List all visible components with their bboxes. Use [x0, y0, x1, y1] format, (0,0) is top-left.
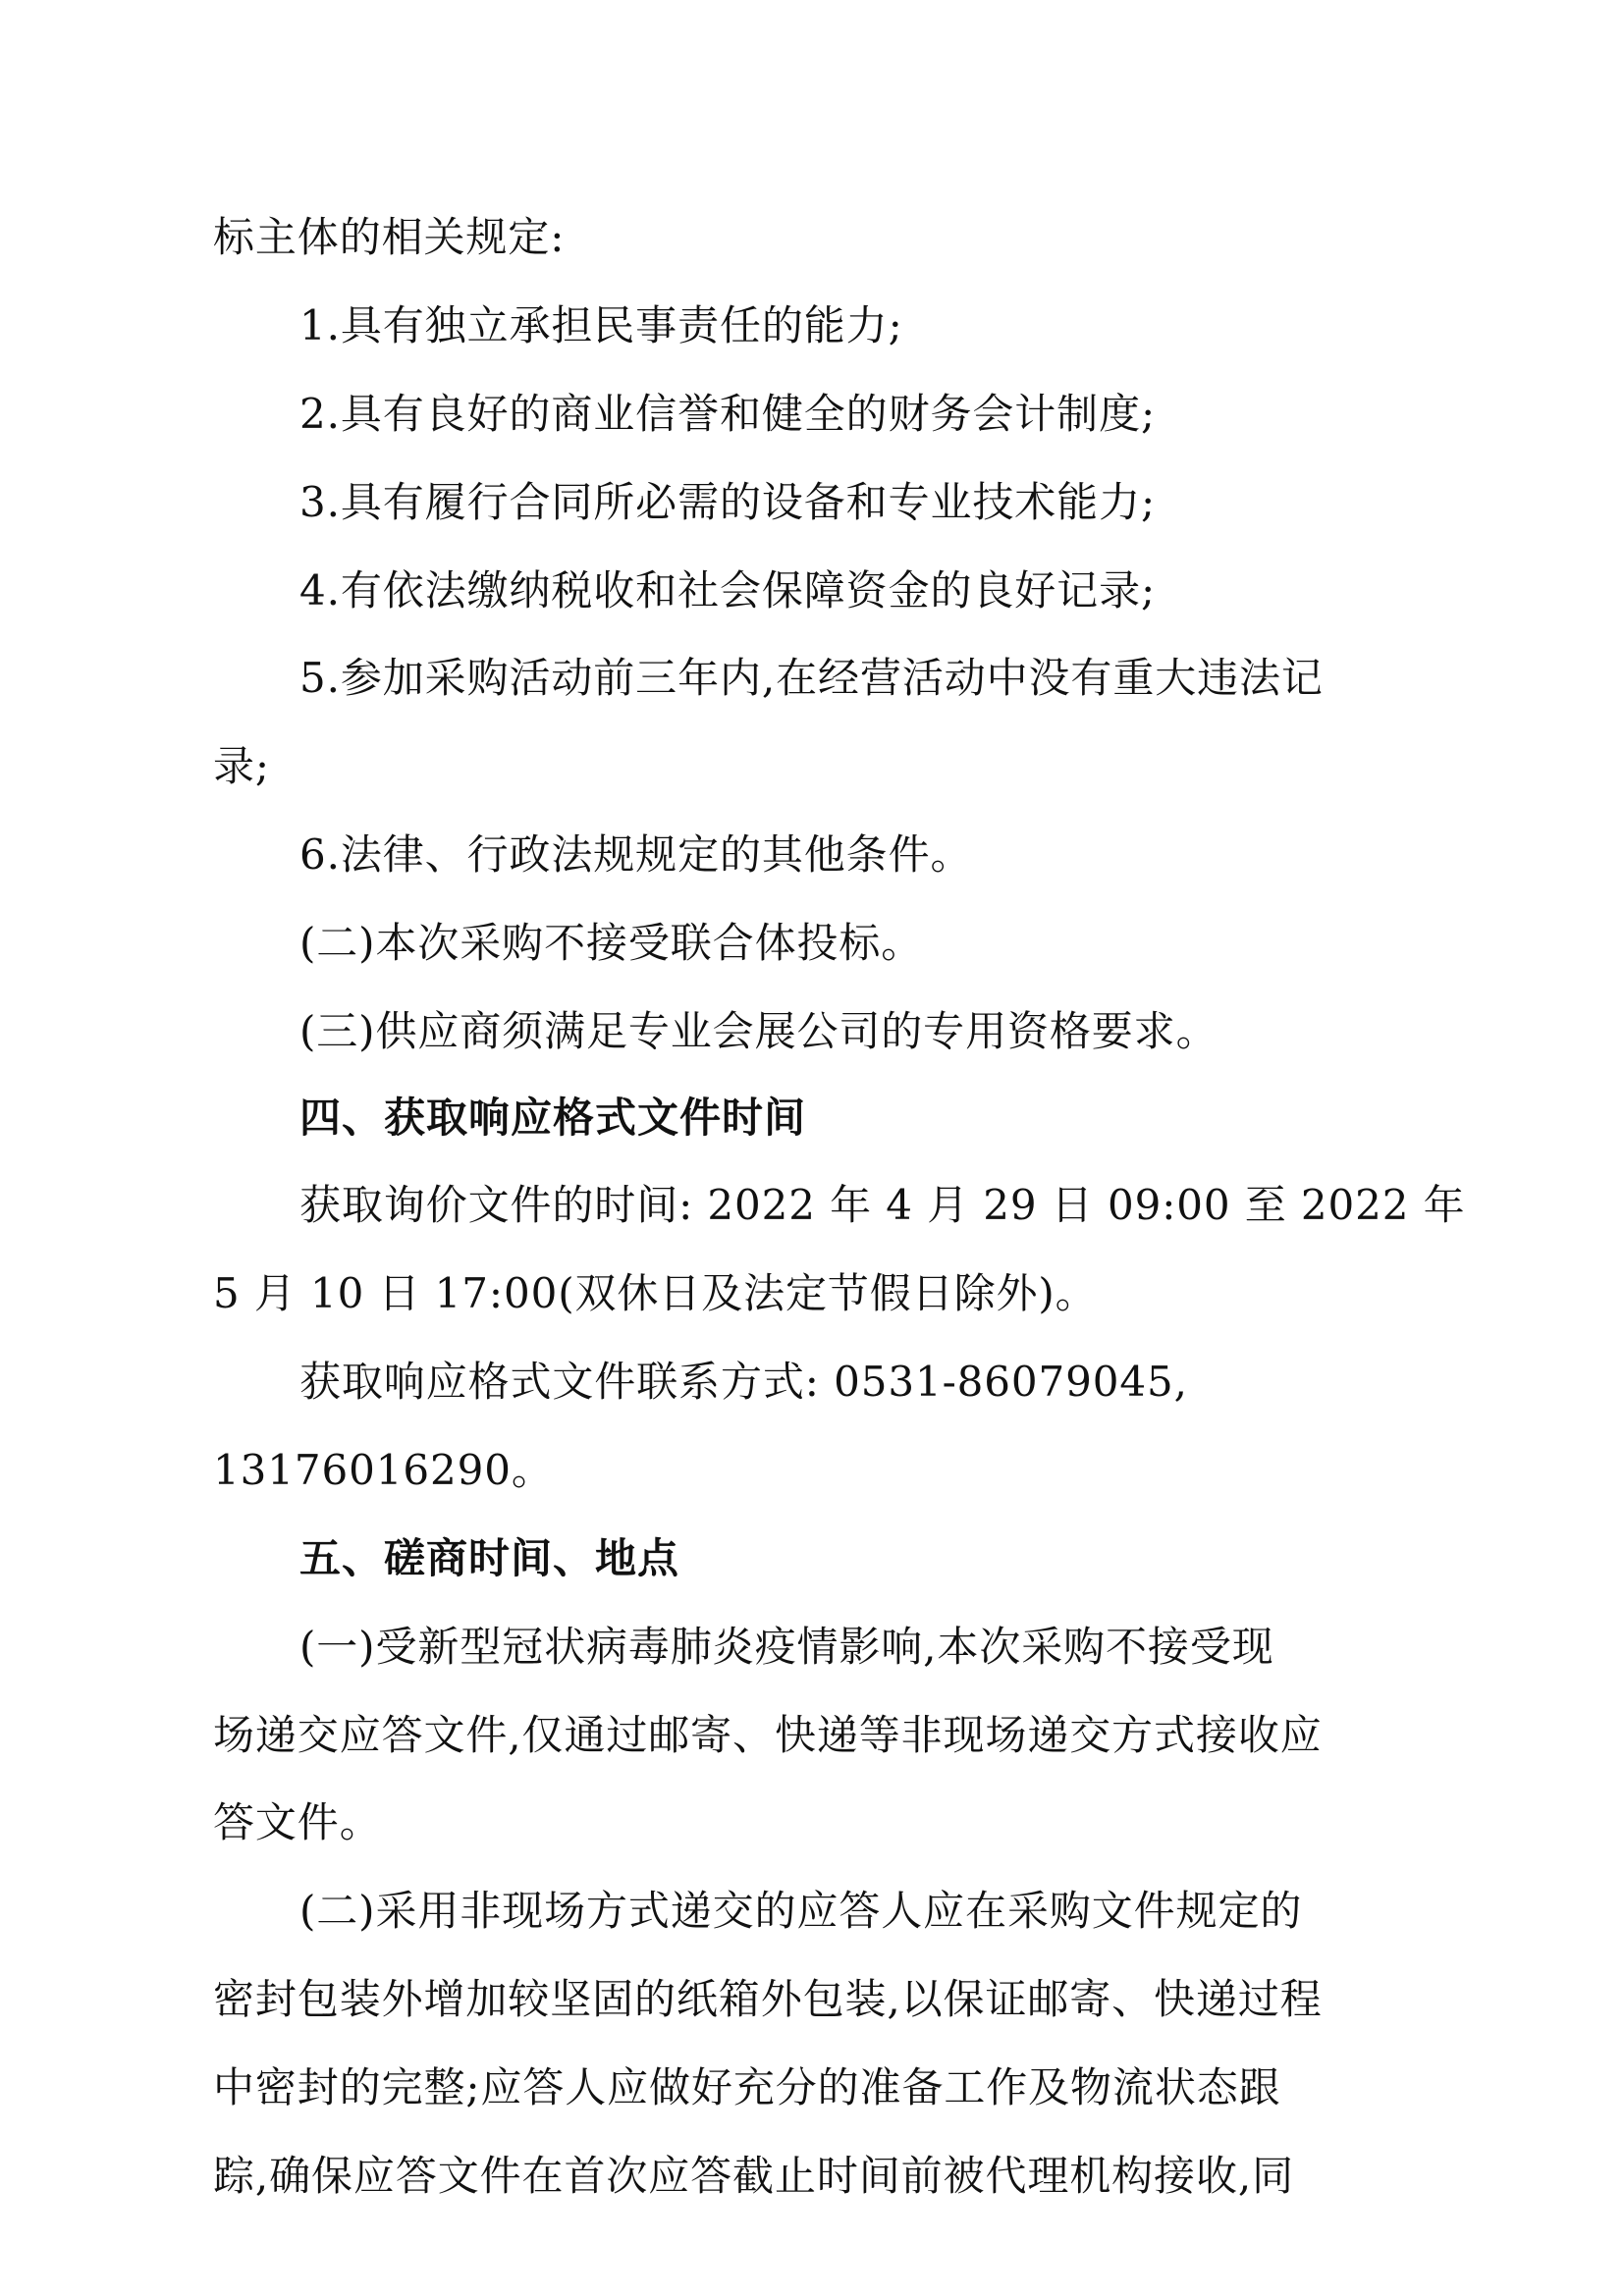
text-line: (一)受新型冠状病毒肺炎疫情影响,本次采购不接受现 — [299, 1623, 1274, 1671]
text-line: 6.法律、行政法规规定的其他条件。 — [299, 830, 973, 879]
text-line: 13176016290。 — [213, 1446, 554, 1494]
text-line: 获取询价文件的时间: 2022 年 4 月 29 日 09:00 至 2022 年 — [299, 1181, 1466, 1229]
text-line: (二)采用非现场方式递交的应答人应在采购文件规定的 — [299, 1887, 1303, 1935]
text-line: 中密封的完整;应答人应做好充分的准备工作及物流状态跟 — [213, 2063, 1281, 2111]
text-line: 场递交应答文件,仅通过邮寄、快递等非现场递交方式接收应 — [213, 1711, 1323, 1759]
text-line: 1.具有独立承担民事责任的能力; — [299, 301, 903, 349]
text-line: 5 月 10 日 17:00(双休日及法定节假日除外)。 — [213, 1269, 1098, 1317]
text-line: 踪,确保应答文件在首次应答截止时间前被代理机构接收,同 — [213, 2152, 1295, 2200]
text-line: 5.参加采购活动前三年内,在经营活动中没有重大违法记 — [299, 654, 1324, 702]
text-line: 标主体的相关规定: — [213, 213, 566, 261]
text-line: 录; — [213, 742, 270, 790]
text-line: 答文件。 — [213, 1798, 382, 1846]
section-heading: 五、磋商时间、地点 — [299, 1534, 680, 1582]
text-line: (三)供应商须满足专业会展公司的专用资格要求。 — [299, 1007, 1218, 1055]
section-heading: 四、获取响应格式文件时间 — [299, 1094, 807, 1142]
text-line: 2.具有良好的商业信誉和健全的财务会计制度; — [299, 390, 1157, 438]
text-line: 4.有依法缴纳税收和社会保障资金的良好记录; — [299, 566, 1157, 614]
text-line: 密封包装外增加较坚固的纸箱外包装,以保证邮寄、快递过程 — [213, 1975, 1323, 2023]
text-line: (二)本次采购不接受联合体投标。 — [299, 919, 924, 967]
text-line: 获取响应格式文件联系方式: 0531-86079045, — [299, 1358, 1188, 1406]
text-line: 3.具有履行合同所必需的设备和专业技术能力; — [299, 478, 1157, 526]
